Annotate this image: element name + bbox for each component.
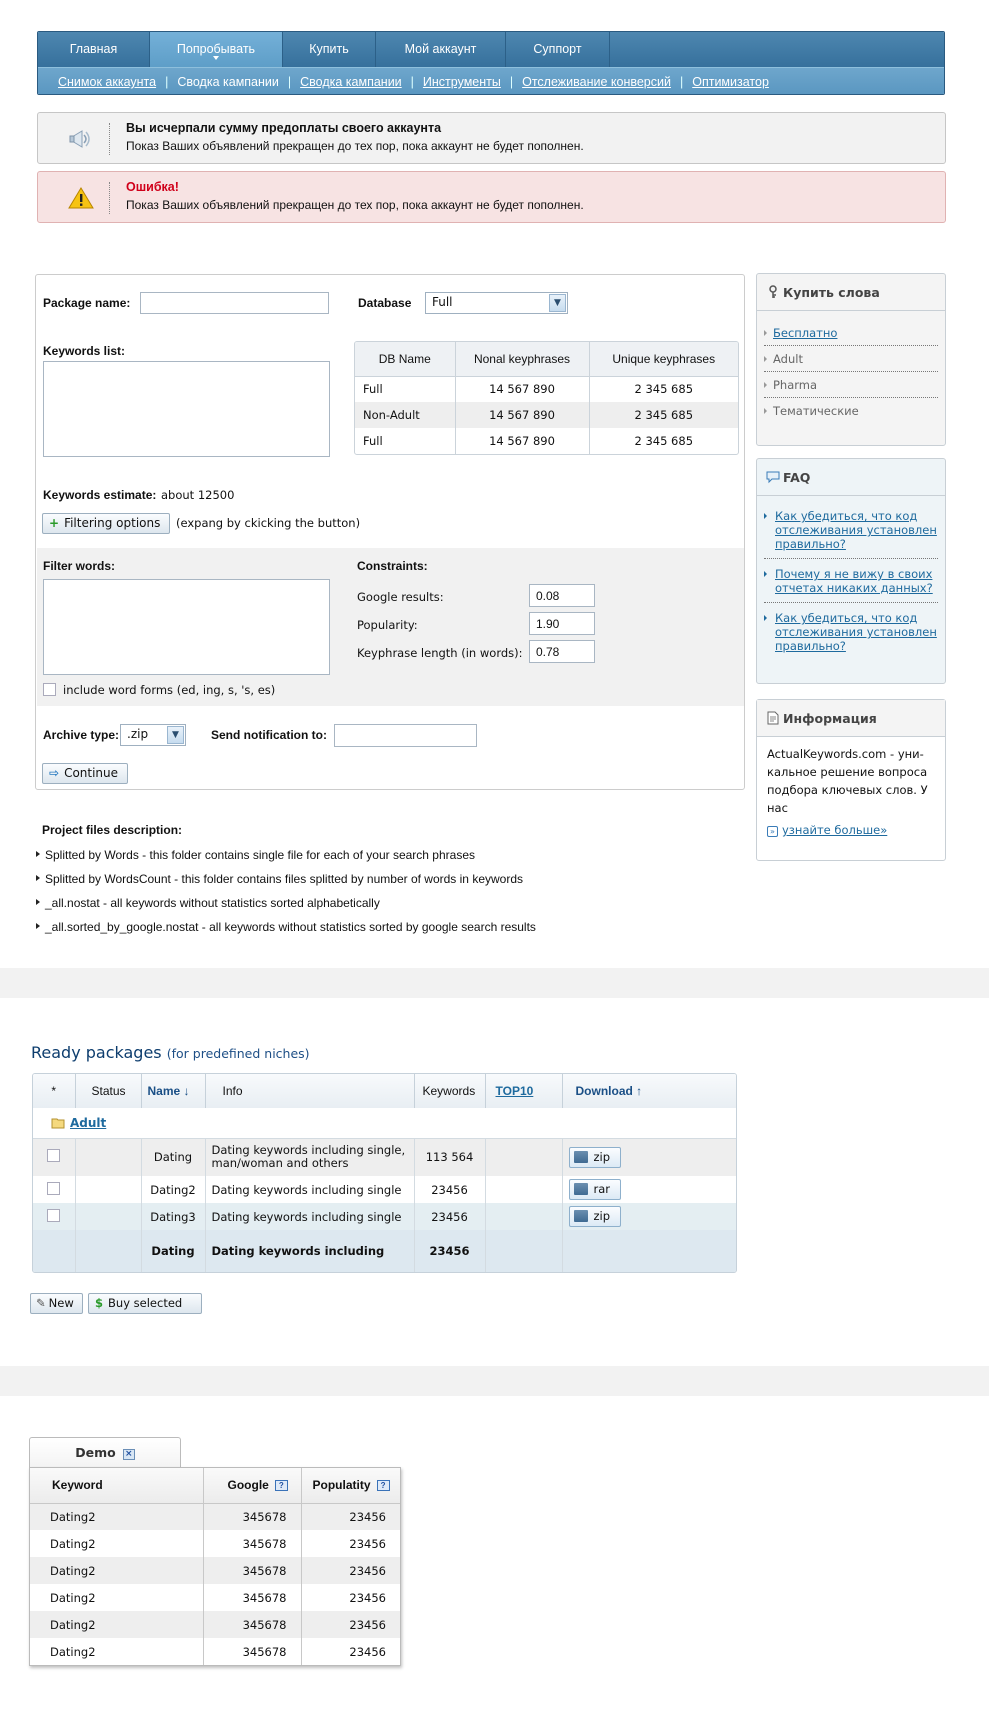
download-format: rar: [593, 1182, 611, 1196]
buy-item-pharma[interactable]: Pharma: [764, 372, 938, 398]
db-table-header: Nonal keyphrases: [455, 342, 589, 376]
alert-divider: [109, 182, 110, 214]
keywords-cell: 113 564: [414, 1138, 485, 1176]
buy-item-thematic[interactable]: Тематические: [764, 398, 938, 423]
keyword-cell: Dating2: [30, 1530, 203, 1557]
google-cell: 345678: [203, 1503, 301, 1530]
close-icon[interactable]: ×: [123, 1449, 135, 1460]
project-files-description: [42, 823, 536, 943]
ready-packages-subtitle: (for predefined niches): [166, 1046, 310, 1061]
chevron-down-icon[interactable]: ▼: [167, 726, 184, 744]
info-cell: Dating keywords including single: [205, 1203, 414, 1230]
top10-cell: [485, 1203, 562, 1230]
table-row: [33, 1203, 736, 1230]
buy-words-box: [756, 273, 946, 446]
db-name-cell: Full: [355, 428, 455, 454]
keyword-cell: Dating2: [30, 1584, 203, 1611]
faq-header: [757, 459, 945, 496]
download-icon: [574, 1183, 588, 1195]
archive-type-label: Archive type:: [43, 728, 120, 742]
document-icon: [766, 711, 780, 725]
error-alert-title: Ошибка!: [126, 180, 179, 194]
faq-link[interactable]: Как убедиться, что код отслеживания установлен правильно?: [775, 509, 937, 551]
dollar-icon: $: [95, 1296, 104, 1310]
popularity-cell: 23456: [349, 1590, 386, 1605]
popularity-cell: 23456: [349, 1644, 386, 1659]
continue-button[interactable]: [42, 763, 128, 784]
info-alert-title: Вы исчерпали сумму предоплаты своего аккаунта: [126, 121, 442, 135]
constraint-google-label: Google results:: [357, 590, 444, 604]
alert-divider: [109, 123, 110, 155]
db-table-header: DB Name: [355, 342, 455, 376]
google-header-label: Google: [227, 1478, 269, 1493]
buy-words-header: [757, 274, 945, 311]
name-cell: Dating3: [141, 1203, 205, 1230]
db-nonal-cell: 14 567 890: [455, 376, 589, 402]
info-header: [757, 700, 945, 737]
new-button[interactable]: [30, 1293, 83, 1314]
tab-buy[interactable]: Купить: [283, 32, 376, 67]
row-checkbox[interactable]: [47, 1182, 60, 1195]
google-cell: 345678: [203, 1611, 301, 1638]
db-unique-cell: 2 345 685: [634, 382, 694, 397]
status-cell: [75, 1138, 141, 1176]
faq-link[interactable]: Почему я не вижу в своих отчетах никаких данных?: [775, 567, 933, 595]
warning-icon: [68, 186, 94, 210]
top10-cell: [485, 1138, 562, 1176]
table-row: [30, 1611, 400, 1638]
total-info-cell: Dating keywords including: [205, 1230, 414, 1272]
keyword-cell: Dating2: [30, 1503, 203, 1530]
help-icon[interactable]: ?: [275, 1480, 288, 1491]
google-cell: 345678: [203, 1530, 301, 1557]
faq-item[interactable]: [764, 603, 938, 660]
google-cell: 345678: [203, 1557, 301, 1584]
megaphone-icon: [68, 127, 94, 151]
section-divider: [0, 968, 989, 998]
subnav-separator: |: [287, 75, 292, 89]
chat-bubble-icon: [766, 470, 780, 484]
row-checkbox[interactable]: [47, 1149, 60, 1162]
main-navigation: [37, 31, 945, 95]
package-name-input[interactable]: [140, 292, 329, 314]
status-cell: [75, 1176, 141, 1203]
buy-item-free[interactable]: [764, 320, 938, 346]
download-button[interactable]: [569, 1206, 622, 1227]
download-icon: [574, 1151, 588, 1163]
tab-support[interactable]: Суппорт: [506, 32, 610, 67]
group-adult-link[interactable]: Adult: [70, 1115, 107, 1130]
col-keywords-header[interactable]: Keywords: [414, 1074, 485, 1108]
keywords-list-label: Keywords list:: [43, 344, 126, 358]
faq-item[interactable]: [764, 501, 938, 559]
google-cell: 345678: [203, 1584, 301, 1611]
db-nonal-cell: 14 567 890: [455, 428, 589, 454]
info-alert-text: Показ Ваших объявлений прекращен до тех пор, пока аккаунт не будет пополнен.: [126, 139, 584, 153]
key-icon: [766, 285, 780, 299]
popularity-cell: 23456: [349, 1536, 386, 1551]
new-label: New: [48, 1296, 74, 1310]
popularity-cell: 23456: [301, 1557, 400, 1584]
filter-words-textarea[interactable]: [43, 579, 330, 675]
keywords-cell: 23456: [414, 1176, 485, 1203]
demo-table: [29, 1467, 401, 1666]
google-cell: 345678: [203, 1638, 301, 1665]
table-row: [30, 1530, 400, 1557]
filtering-options-label: Filtering options: [64, 516, 161, 530]
package-name-label: Package name:: [43, 296, 131, 310]
subnav-account-snapshot[interactable]: Снимок аккаунта: [58, 75, 157, 89]
ready-packages-heading: Ready packages: [31, 1043, 162, 1062]
constraint-popularity-label: Popularity:: [357, 618, 418, 632]
info-title: Информация: [783, 711, 877, 726]
popularity-header-label: Populatity: [312, 1478, 371, 1493]
subnav-conversion-tracking[interactable]: Отслеживание конверсий: [522, 75, 671, 89]
db-name-cell: Full: [355, 376, 455, 402]
ready-packages-title: [31, 1043, 310, 1062]
download-button[interactable]: [569, 1179, 622, 1200]
db-name-cell: Non-Adult: [355, 402, 455, 428]
total-keywords-cell: 23456: [414, 1230, 485, 1272]
keywords-estimate-value: about 12500: [161, 488, 235, 502]
info-more-link[interactable]: узнайте больше»: [782, 823, 888, 837]
subnav-bar: [38, 67, 944, 95]
subnav-separator: |: [509, 75, 514, 89]
subnav-separator: |: [165, 75, 169, 89]
chevron-down-icon[interactable]: ▼: [549, 294, 566, 312]
filtering-hint: (expang by ckicking the button): [176, 516, 361, 530]
keywords-cell: 23456: [414, 1203, 485, 1230]
notification-label: Send notification to:: [211, 728, 327, 742]
folder-icon: [51, 1117, 66, 1129]
col-select-header: *: [33, 1074, 75, 1108]
col-status-header[interactable]: Status: [75, 1074, 141, 1108]
filtering-options-button[interactable]: [42, 513, 170, 534]
list-item: _all.sorted_by_google.nostat - all keywords without statistics sorted by google search results: [42, 919, 536, 943]
col-popularity-header: [301, 1468, 400, 1503]
keywords-list-textarea[interactable]: [43, 361, 330, 457]
db-unique-cell: 2 345 685: [634, 434, 694, 448]
constraint-popularity-input[interactable]: [529, 612, 595, 635]
database-table: [354, 341, 739, 455]
error-alert: [37, 171, 946, 223]
popularity-cell: 23456: [301, 1611, 400, 1638]
download-format: zip: [593, 1149, 611, 1164]
table-row: [30, 1638, 400, 1665]
info-box: [756, 699, 946, 861]
col-info-header[interactable]: Info: [205, 1074, 414, 1108]
info-more[interactable]: [757, 817, 945, 843]
tab-home[interactable]: Главная: [38, 32, 150, 67]
db-table-header: Unique keyphrases: [589, 342, 738, 376]
plus-icon: +: [49, 516, 60, 530]
error-alert-text: Показ Ваших объявлений прекращен до тех пор, пока аккаунт не будет пополнен.: [126, 198, 584, 212]
nav-tabs-bar: [38, 32, 944, 67]
pencil-icon: ✎: [36, 1296, 46, 1310]
continue-label: Continue: [64, 766, 119, 780]
package-form: [35, 274, 745, 790]
faq-link[interactable]: Как убедиться, что код отслеживания установлен правильно?: [775, 611, 937, 653]
tab-try[interactable]: Попробывать: [150, 32, 283, 67]
archive-type-select[interactable]: [120, 724, 186, 746]
popularity-cell: 23456: [301, 1503, 400, 1530]
table-row: [30, 1557, 400, 1584]
download-button[interactable]: [569, 1147, 622, 1168]
db-unique-cell: 2 345 685: [589, 402, 738, 428]
constraint-keyphrase-length-input[interactable]: [529, 640, 595, 663]
constraints-label: Constraints:: [357, 559, 428, 573]
demo-tab-label: Demo: [75, 1445, 116, 1460]
name-cell: Dating: [141, 1138, 205, 1176]
list-item: Splitted by WordsCount - this folder contains files splitted by number of words in keywords: [42, 871, 536, 895]
info-text: ActualKeywords.com - уни-кальное решение вопроса подбора ключевых слов. У нас: [767, 747, 928, 815]
download-icon: [574, 1210, 588, 1222]
info-cell: Dating keywords including single: [205, 1176, 414, 1203]
ready-packages-table: [32, 1073, 737, 1273]
group-row: [33, 1108, 736, 1138]
subnav-campaign-summary-current[interactable]: Сводка кампании: [177, 75, 279, 89]
list-item: _all.nostat - all keywords without statistics sorted alphabetically: [42, 895, 536, 919]
help-icon[interactable]: ?: [377, 1480, 390, 1491]
col-google-header: [203, 1468, 301, 1503]
include-word-forms-checkbox[interactable]: [43, 683, 56, 696]
db-table-row: [355, 376, 738, 402]
subnav-optimizer[interactable]: Оптимизатор: [692, 75, 769, 89]
total-name-cell: Dating: [141, 1230, 205, 1272]
info-cell: Dating keywords including single, man/woman and others: [205, 1138, 414, 1176]
faq-title: FAQ: [783, 470, 811, 485]
subnav-campaign-summary[interactable]: Сводка кампании: [300, 75, 402, 89]
filter-panel: [37, 548, 744, 706]
constraint-google-input[interactable]: [529, 584, 595, 607]
buy-selected-label: Buy selected: [108, 1296, 183, 1310]
buy-selected-button[interactable]: [88, 1293, 202, 1314]
db-table-row: [355, 428, 738, 454]
table-row: [33, 1138, 736, 1176]
subnav-tools[interactable]: Инструменты: [422, 75, 501, 89]
subnav: [58, 68, 769, 95]
notification-input[interactable]: [334, 724, 477, 747]
row-checkbox[interactable]: [47, 1209, 60, 1222]
buy-words-title: Купить слова: [783, 285, 880, 300]
include-word-forms-label: include word forms (ed, ing, s, 's, es): [63, 683, 276, 697]
table-row: [30, 1503, 400, 1530]
arrow-right-icon: ⇨: [49, 766, 60, 780]
download-format: zip: [593, 1209, 611, 1223]
database-select[interactable]: [425, 292, 568, 314]
buy-item-adult[interactable]: Adult: [764, 346, 938, 372]
buy-item-free-link[interactable]: Бесплатно: [773, 326, 838, 340]
database-label: Database: [358, 296, 412, 310]
tab-my-account[interactable]: Мой аккаунт: [376, 32, 506, 67]
constraint-keyphrase-length-label: Keyphrase length (in words):: [357, 646, 523, 660]
list-item: Splitted by Words - this folder contains single file for each of your search phrases: [42, 847, 536, 871]
db-table-row: [355, 402, 738, 428]
info-alert: [37, 112, 946, 164]
table-row: [30, 1584, 400, 1611]
col-download-header[interactable]: Download ↑: [562, 1074, 736, 1108]
faq-item[interactable]: [764, 559, 938, 603]
subnav-separator: |: [679, 75, 684, 89]
keyword-cell: Dating2: [30, 1611, 203, 1638]
section-divider: [0, 1366, 989, 1396]
table-row: [33, 1176, 736, 1203]
subnav-separator: |: [410, 75, 414, 89]
col-keyword-header: Keyword: [30, 1468, 203, 1503]
status-cell: [75, 1203, 141, 1230]
keyword-cell: Dating2: [30, 1638, 203, 1665]
tab-demo[interactable]: [29, 1437, 181, 1468]
arrow-right-icon: »: [767, 826, 778, 837]
db-nonal-cell: 14 567 890: [455, 402, 589, 428]
total-row: [33, 1230, 736, 1272]
col-name-header[interactable]: Name ↓: [141, 1074, 205, 1108]
keywords-estimate-label: Keywords estimate:: [43, 488, 157, 502]
project-files-title: Project files description:: [42, 823, 183, 837]
name-cell: Dating2: [141, 1176, 205, 1203]
database-select-value: Full: [432, 295, 453, 309]
archive-type-value: .zip: [127, 727, 149, 741]
filter-words-label: Filter words:: [43, 559, 116, 573]
top10-sort-link[interactable]: TOP10: [495, 1084, 534, 1098]
faq-box: [756, 458, 946, 684]
col-top10-header[interactable]: [485, 1074, 562, 1108]
keyword-cell: Dating2: [30, 1557, 203, 1584]
top10-cell: [485, 1176, 562, 1203]
